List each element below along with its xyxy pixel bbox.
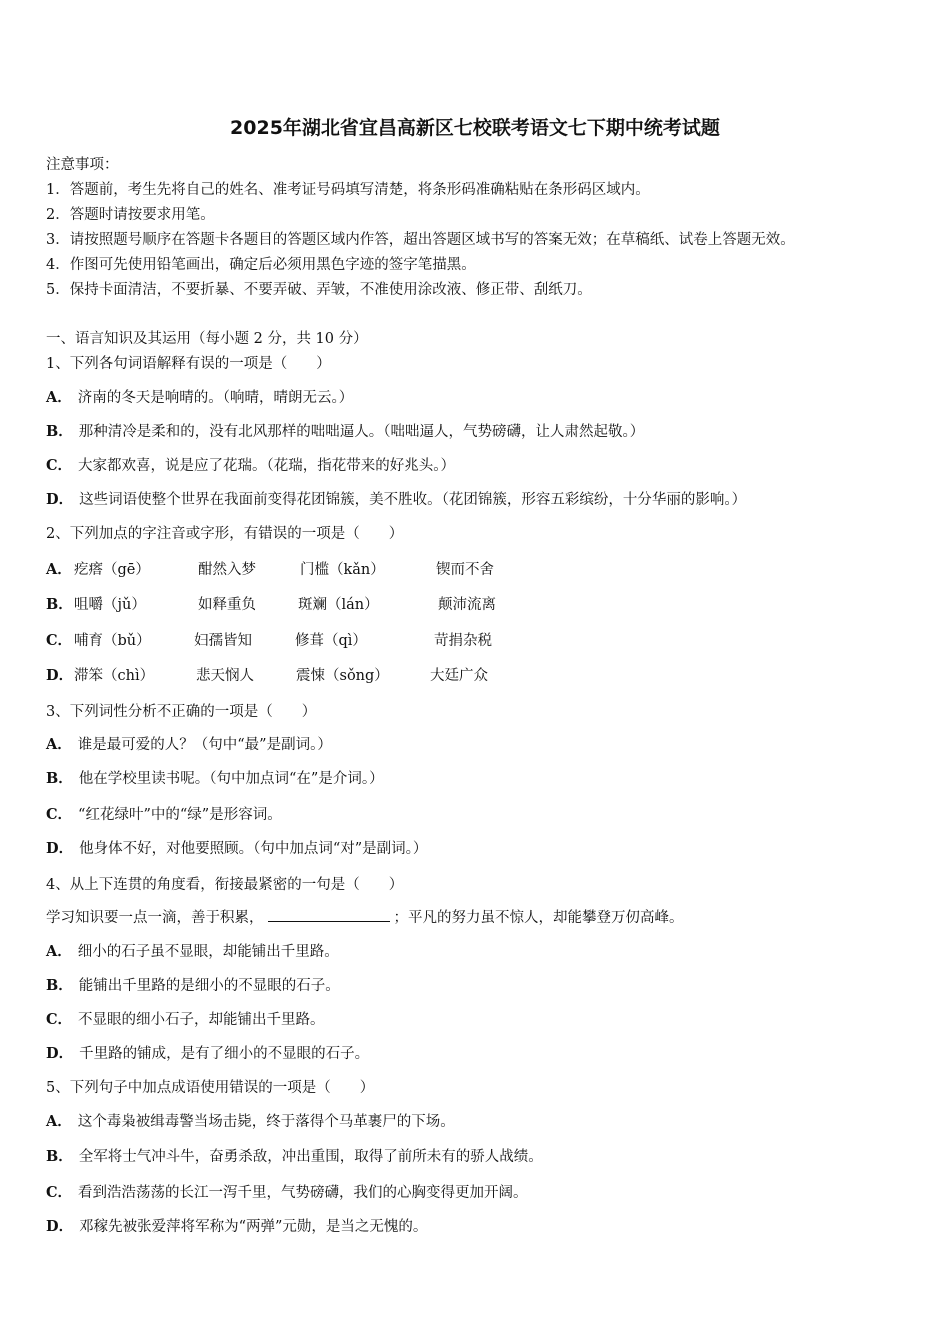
option-label: B． [46, 1148, 73, 1165]
option-a [46, 386, 353, 407]
option-cell: 斑斓（lán） [298, 597, 379, 613]
option-cell: 大廷广众 [430, 668, 488, 684]
option-text: 看到浩浩荡荡的长江一泻千里，气势磅礴，我们的心胸变得更加开阔。 [78, 1185, 528, 1201]
option-cell: 妇孺皆知 [194, 633, 252, 649]
option-cell: 苛捐杂税 [434, 633, 492, 649]
option-label: A． [46, 943, 72, 960]
option-label: B． [46, 596, 73, 613]
option-label: D． [46, 491, 74, 508]
option-text: 不显眼的细小石子，却能铺出千里路。 [78, 1012, 325, 1028]
option-d [46, 1042, 369, 1063]
option-label: B． [46, 423, 73, 440]
option-label: A． [46, 389, 72, 406]
question-stem: 3、下列词性分析不正确的一项是（ ） [46, 704, 317, 720]
option-c [46, 803, 282, 824]
option-cell: 疙瘩（gē） [74, 562, 150, 578]
option-text: 这个毒枭被缉毒警当场击毙，终于落得个马革裹尸的下场。 [77, 1114, 455, 1130]
option-label: D． [46, 667, 74, 684]
option-cell: 震悚（sǒng） [296, 668, 389, 684]
question-passage [46, 906, 684, 927]
notice-item: 3．请按照题号顺序在答题卡各题目的答题区域内作答，超出答题区域书写的答案无效；在草稿纸、试卷上答题无效。 [46, 232, 795, 248]
option-cell: 颠沛流离 [438, 597, 496, 613]
option-text: 这些词语使整个世界在我面前变得花团锦簇，美不胜收。（花团锦簇，形容五彩缤纷，十分华丽的影响。） [79, 492, 747, 508]
option-label: B． [46, 977, 73, 994]
notice-item: 4．作图可先使用铅笔画出，确定后必须用黑色字迹的签字笔描黑。 [46, 257, 476, 273]
option-text: 千里路的铺成，是有了细小的不显眼的石子。 [79, 1046, 370, 1062]
option-d [46, 1215, 427, 1236]
option-label: A． [46, 736, 72, 753]
option-label: C． [46, 632, 73, 649]
option-cell: 滞笨（chì） [74, 668, 155, 684]
option-cell: 酣然入梦 [198, 562, 256, 578]
option-cell: 悲天悯人 [196, 668, 254, 684]
option-text: 那种清冷是柔和的，没有北风那样的咄咄逼人。（咄咄逼人，气势磅礴，让人肃然起敬。） [78, 424, 645, 440]
option-d [46, 837, 427, 858]
option-text: 他在学校里读书呢。（句中加点词“在”是介词。） [78, 771, 384, 787]
option-cell: 咀嚼（jǔ） [74, 597, 146, 613]
answer-blank [268, 907, 390, 922]
option-label: A． [46, 561, 72, 578]
option-text: 全军将士气冲斗牛，奋勇杀敌，冲出重围，取得了前所未有的骄人战绩。 [78, 1149, 543, 1165]
option-text: 细小的石子虽不显眼，却能铺出千里路。 [77, 944, 339, 960]
notice-item: 5．保持卡面清洁，不要折暴、不要弄破、弄皱，不准使用涂改液、修正带、刮纸刀。 [46, 282, 592, 298]
question-stem: 1、下列各句词语解释有误的一项是（ ） [46, 356, 331, 372]
exam-title: 2025年湖北省宜昌高新区七校联考语文七下期中统考试题 [230, 117, 720, 139]
option-a [46, 733, 332, 754]
section-heading: 一、语言知识及其运用（每小题 2 分，共 10 分） [46, 331, 368, 347]
option-label: C． [46, 806, 73, 823]
option-b [46, 974, 340, 995]
option-cell: 哺育（bǔ） [74, 633, 151, 649]
option-text: 谁是最可爱的人？（句中“最”是副词。） [77, 737, 332, 753]
option-a [46, 1110, 455, 1131]
option-cell: 如释重负 [198, 597, 256, 613]
option-label: C． [46, 457, 73, 474]
option-b [46, 767, 384, 788]
passage-before: 学习知识要一点一滴，善于积累， [46, 910, 264, 926]
question-stem: 2、下列加点的字注音或字形，有错误的一项是（ ） [46, 526, 404, 542]
option-text: 邓稼先被张爱萍将军称为“两弹”元勋，是当之无愧的。 [79, 1219, 428, 1235]
option-label: C． [46, 1184, 73, 1201]
option-text: “红花绿叶”中的“绿”是形容词。 [78, 807, 282, 823]
notice-item: 1．答题前，考生先将自己的姓名、准考证号码填写清楚，将条形码准确粘贴在条形码区域内。 [46, 182, 650, 198]
option-d [46, 488, 746, 509]
option-c [46, 1181, 528, 1202]
option-label: D． [46, 1218, 74, 1235]
passage-after: ；平凡的努力虽不惊人，却能攀登万仞高峰。 [393, 910, 684, 926]
question-stem: 5、下列句子中加点成语使用错误的一项是（ ） [46, 1080, 375, 1096]
option-b [46, 420, 644, 441]
option-b [46, 1145, 543, 1166]
option-label: D． [46, 1045, 74, 1062]
option-cell: 锲而不舍 [436, 562, 494, 578]
option-cell: 修葺（qì） [295, 633, 367, 649]
option-text: 大家都欢喜，说是应了花瑞。（花瑞，指花带来的好兆头。） [78, 458, 456, 474]
option-c [46, 1008, 325, 1029]
notice-item: 2．答题时请按要求用笔。 [46, 207, 215, 223]
option-label: D． [46, 840, 74, 857]
option-label: C． [46, 1011, 73, 1028]
notice-heading: 注意事项： [46, 157, 119, 173]
option-label: A． [46, 1113, 72, 1130]
option-c [46, 454, 455, 475]
question-stem: 4、从上下连贯的角度看，衔接最紧密的一句是（ ） [46, 877, 404, 893]
option-text: 他身体不好，对他要照顾。（句中加点词“对”是副词。） [79, 841, 428, 857]
option-text: 济南的冬天是响晴的。（响晴，晴朗无云。） [77, 390, 354, 406]
option-cell: 门槛（kǎn） [300, 562, 385, 578]
option-label: B． [46, 770, 73, 787]
option-row-a [46, 558, 78, 579]
option-a [46, 940, 339, 961]
option-text: 能铺出千里路的是细小的不显眼的石子。 [78, 978, 340, 994]
